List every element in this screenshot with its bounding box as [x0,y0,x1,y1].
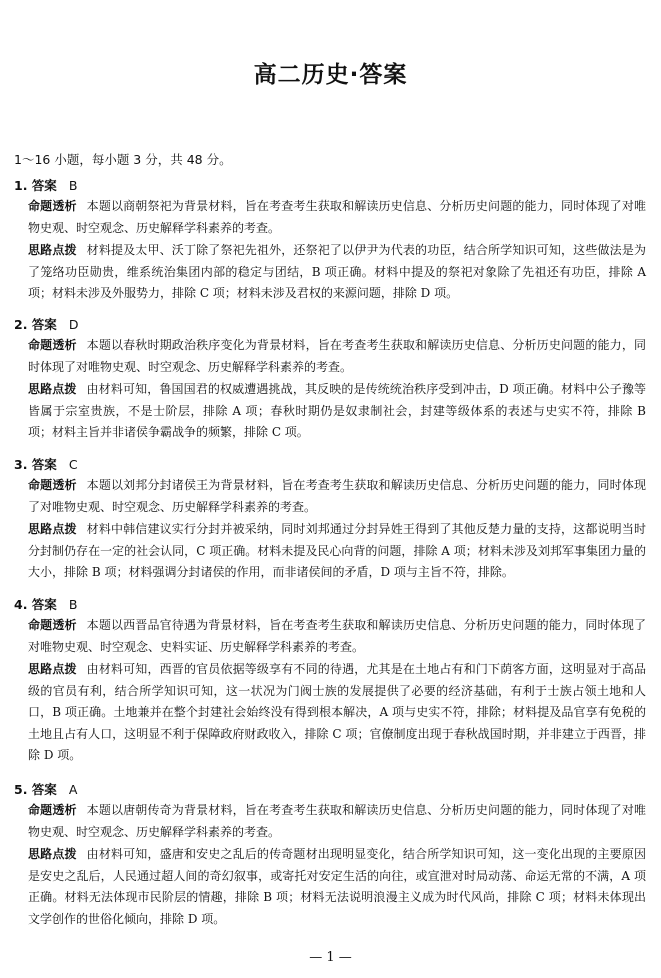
question-4-mingti [28,615,646,658]
label-mingti: 命题透析 [28,338,77,352]
question-number: 2. 答案 [14,317,57,332]
label-mingti: 命题透析 [28,618,77,632]
label-silu: 思路点拨 [28,662,77,676]
section-intro: 1～16 小题，每小题 3 分，共 48 分。 [14,152,232,167]
mingti-text: 本题以春秋时期政治秩序变化为背景材料，旨在考查考生获取和解读历史信息、分析历史问题的能力，同时体现了对唯物史观、时空观念、历史解释学科素养的考查。 [28,338,646,374]
question-2-mingti [28,335,646,378]
silu-text: 由材料可知，鲁国国君的权威遭遇挑战，其反映的是传统统治秩序受到冲击，D 项正确。材料中公子豫等皆属于宗室贵族，不是士阶层，排除 A 项；春秋时期仍是奴隶制社会，封建等级体系的表述与史实不符，排除 B 项；材料主旨并非诸侯争霸战争的频繁，排除 C 项。 [28,382,646,439]
question-number: 3. 答案 [14,457,57,472]
question-2-header [14,315,78,333]
answer-letter: C [68,457,78,472]
label-mingti: 命题透析 [28,478,77,492]
mingti-text: 本题以唐朝传奇为背景材料，旨在考查考生获取和解读历史信息、分析历史问题的能力，同时体现了对唯物史观、时空观念、历史解释学科素养的考查。 [28,803,646,839]
question-4-silu [28,659,646,767]
question-1-mingti [28,196,646,239]
mingti-text: 本题以商朝祭祀为背景材料，旨在考查考生获取和解读历史信息、分析历史问题的能力，同时体现了对唯物史观、时空观念、历史解释学科素养的考查。 [28,199,646,235]
question-5-mingti [28,800,646,843]
mingti-text: 本题以刘邦分封诸侯王为背景材料，旨在考查考生获取和解读历史信息、分析历史问题的能力，同时体现了对唯物史观、时空观念、历史解释学科素养的考查。 [28,478,646,514]
label-silu: 思路点拨 [28,243,77,257]
label-mingti: 命题透析 [28,803,77,817]
question-3-header [14,455,78,473]
question-5-silu [28,844,646,930]
silu-text: 材料中韩信建议实行分封并被采纳，同时刘邦通过分封异姓王得到了其他反楚力量的支持，这都说明当时分封制仍存在一定的社会认同，C 项正确。材料未提及民心向背的问题，排除 A 项；材料未涉及刘邦军事集团力量的大小，排除 B 项；材料强调分封诸侯的作用，而非诸侯间的矛盾，D 项与主旨不符，排除。 [28,522,646,579]
label-silu: 思路点拨 [28,847,77,861]
page-title: 高二历史·答案 [253,62,408,88]
question-3-mingti [28,475,646,518]
silu-text: 由材料可知，盛唐和安史之乱后的传奇题材出现明显变化，结合所学知识可知，这一变化出现的主要原因是安史之乱后，人民通过超人间的奇幻叙事，或寄托对安定生活的向往，或宣泄对时局动荡、命运无常的不满，A 项正确。材料无法体现市民阶层的情趣，排除 B 项；材料无法说明浪漫主义成为时代风尚，排除 C 项；材料未体现出文学创作的世俗化倾向，排除 D 项。 [28,847,646,926]
question-number: 4. 答案 [14,597,57,612]
answer-letter: D [68,317,79,332]
silu-text: 由材料可知，西晋的官员依据等级享有不同的待遇，尤其是在土地占有和门下荫客方面，这明显对于高品级的官员有利，结合所学知识可知，这一状况为门阀士族的发展提供了必要的经济基础，有利于士族占领土地和人口，B 项正确。土地兼并在整个封建社会始终没有得到根本解决，A 项与史实不符，排除；材料提及品官享有免税的土地且占有人口，这明显不利于保障政府财政收入，排除 C 项；官僚制度出现于春秋战国时期，并非建立于西晋，排除 D 项。 [28,662,646,762]
question-3-silu [28,519,646,584]
answer-letter: B [68,597,78,612]
label-mingti: 命题透析 [28,199,77,213]
question-1-silu [28,240,646,305]
question-5-header [14,780,77,798]
page-number: — 1 — [309,950,352,965]
question-1-header [14,176,77,194]
label-silu: 思路点拨 [28,382,77,396]
question-2-silu [28,379,646,444]
question-number: 1. 答案 [14,178,57,193]
answer-letter: B [68,178,78,193]
answer-letter: A [68,782,78,797]
question-number: 5. 答案 [14,782,57,797]
label-silu: 思路点拨 [28,522,77,536]
silu-text: 材料提及太甲、沃丁除了祭祀先祖外，还祭祀了以伊尹为代表的功臣，结合所学知识可知，这些做法是为了笼络功臣勋贵，维系统治集团内部的稳定与团结，B 项正确。材料中提及的祭祀对象除了先祖还有功臣，排除 A 项；材料未涉及外服势力，排除 C 项；材料未涉及君权的来源问题，排除 D 项。 [28,243,646,300]
question-4-header [14,595,77,613]
mingti-text: 本题以西晋品官待遇为背景材料，旨在考查考生获取和解读历史信息、分析历史问题的能力，同时体现了对唯物史观、时空观念、史料实证、历史解释学科素养的考查。 [28,618,646,654]
